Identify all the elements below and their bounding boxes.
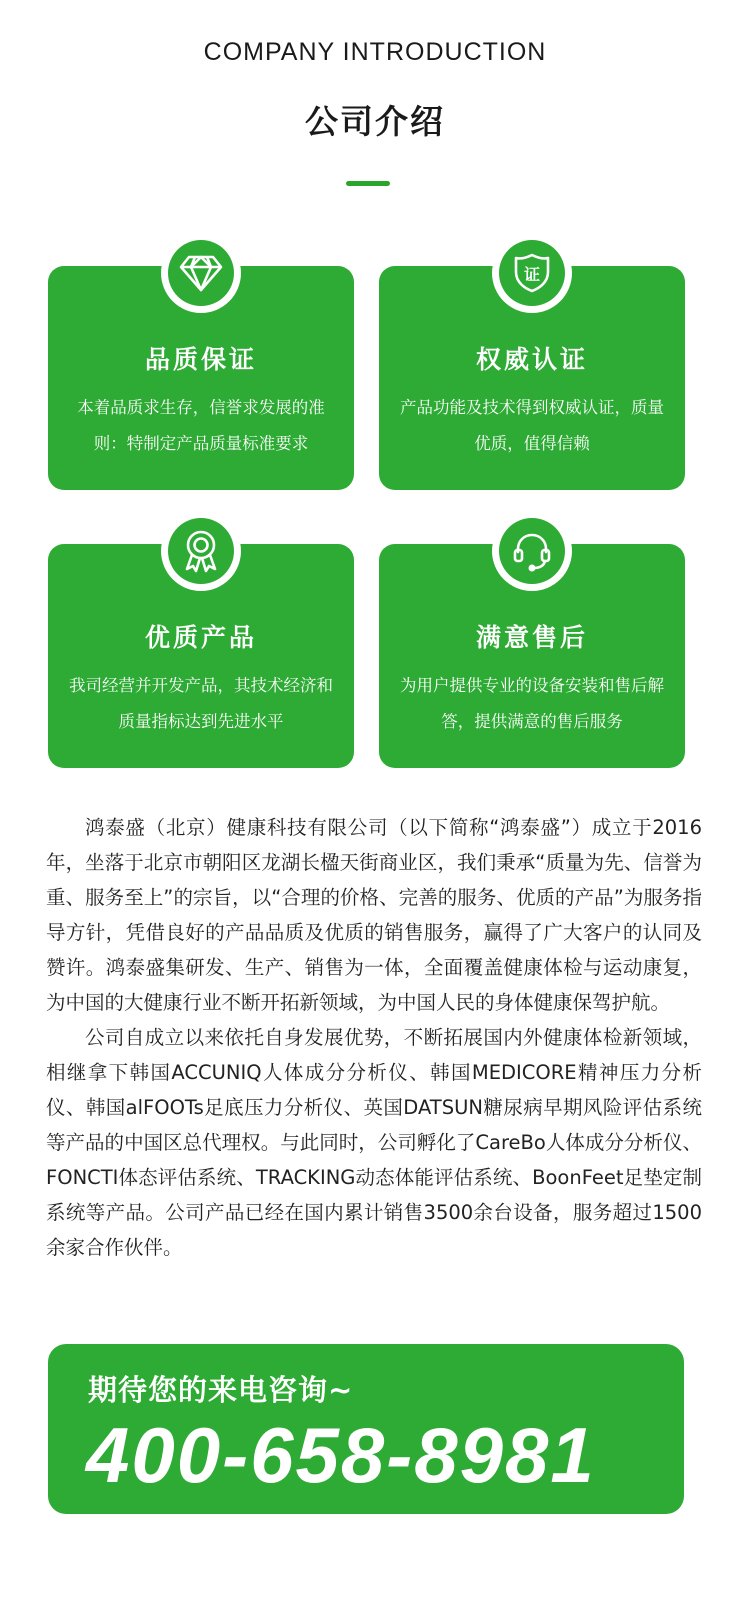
- card-badge: [492, 511, 572, 591]
- card-after-sales: [379, 544, 685, 768]
- card-description: 本着品质求生存，信誉求发展的准则：特制定产品质量标准要求: [77, 398, 325, 453]
- card-title: 权威认证: [475, 345, 588, 374]
- card-badge: [161, 511, 241, 591]
- headset-icon: [511, 530, 553, 572]
- card-title: 优质产品: [144, 623, 257, 652]
- award-ribbon-icon: [182, 529, 220, 573]
- card-description: 产品功能及技术得到权威认证，质量优质，值得信赖: [400, 398, 664, 453]
- card-title: 满意售后: [475, 623, 588, 652]
- card-badge: [492, 233, 572, 313]
- card-title: 品质保证: [144, 345, 257, 374]
- intro-paragraph-1: 鸿泰盛（北京）健康科技有限公司（以下简称“鸿泰盛”）成立于2016年，坐落于北京市朝阳区龙湖长楹天街商业区，我们秉承“质量为先、信誉为重、服务至上”的宗旨，以“合理的价格、完善的服务、优质的产品”为服务指导方针，凭借良好的产品品质及优质的销售服务，赢得了广大客户的认同及赞许。鸿泰盛集研发、生产、销售为一体，全面覆盖健康体检与运动康复，为中国的大健康行业不断开拓新领域，为中国人民的身体健康保驾护航。: [46, 816, 702, 1014]
- certificate-shield-icon: [512, 252, 552, 294]
- intro-paragraph-2: 公司自成立以来依托自身发展优势，不断拓展国内外健康体检新领域，相继拿下韩国ACCUNIQ人体成分分析仪、韩国MEDICORE精神压力分析仪、韩国alFOOTs足底压力分析仪、英国DATSUN糖尿病早期风险评估系统等产品的中国区总代理权。与此同时，公司孵化了CareBo人体成分分析仪、FONCTI体态评估系统、TRACKING动态体能评估系统、BoonFeet足垫定制系统等产品。公司产品已经在国内累计销售3500余台设备，服务超过1500 余家合作伙伴。: [46, 1026, 702, 1259]
- page-title: 公司介绍: [305, 102, 445, 141]
- phone-number[interactable]: 400-658-8981: [86, 1411, 596, 1499]
- contact-label: 期待您的来电咨询~: [88, 1373, 354, 1407]
- company-intro: [46, 810, 702, 1265]
- card-quality-products: [48, 544, 354, 768]
- title-underline: [346, 181, 390, 186]
- certificate-glyph: 证: [523, 265, 541, 284]
- card-authority-certification: [379, 266, 685, 490]
- card-description: 我司经营并开发产品，其技术经济和质量指标达到先进水平: [69, 676, 333, 731]
- card-badge: [161, 233, 241, 313]
- card-quality-assurance: [48, 266, 354, 490]
- diamond-icon: [179, 253, 223, 293]
- card-description: 为用户提供专业的设备安装和售后解答，提供满意的售后服务: [400, 676, 664, 731]
- english-title: COMPANY INTRODUCTION: [203, 38, 547, 66]
- contact-banner: [48, 1344, 684, 1514]
